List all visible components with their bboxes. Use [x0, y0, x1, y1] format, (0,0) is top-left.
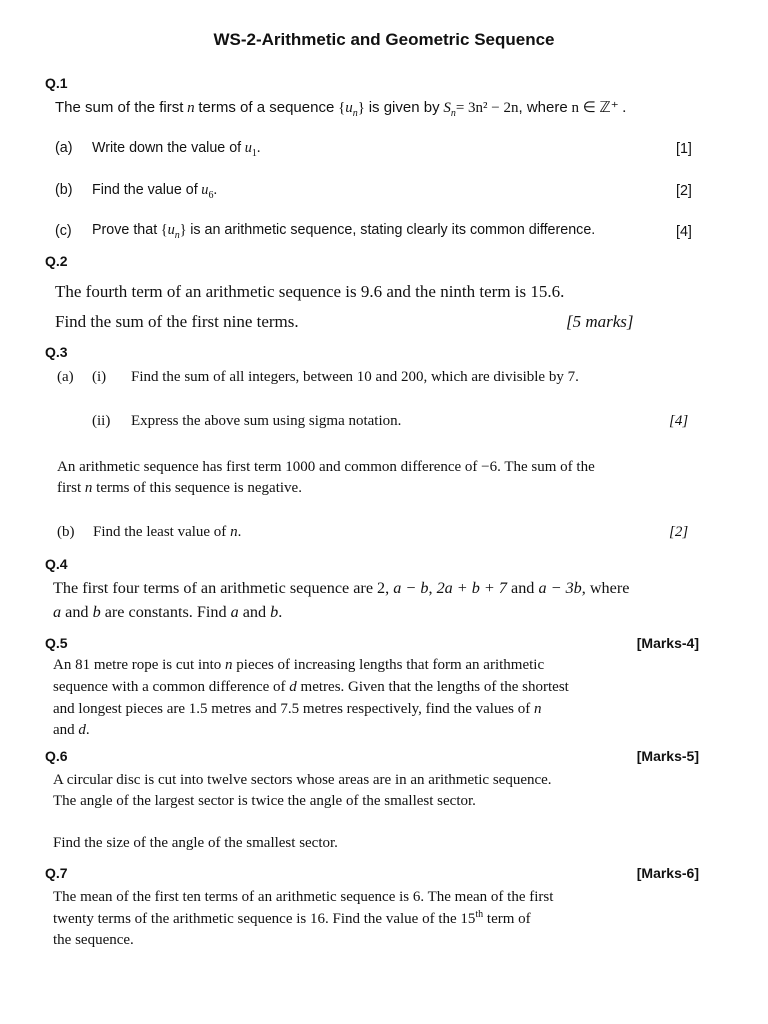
- q1-formula: $S_n= 3n^2 - 2n$: [443, 100, 519, 119]
- q1a-marks: [1]: [676, 141, 692, 157]
- q3-heading: Q.3: [45, 344, 68, 360]
- q3b-label: (b): [57, 524, 75, 540]
- q4-line1: The first four terms of an arithmetic sequence are 2, a − b, 2a + b + 7 and a − 3b, where: [53, 579, 630, 597]
- q7-marks: [Marks-6]: [636, 865, 699, 881]
- q1-heading: Q.1: [45, 75, 68, 91]
- q3ai-text: Find the sum of all integers, between 10 and 200, which are divisible by 7.: [131, 369, 579, 385]
- q6-marks: [Marks-5]: [636, 748, 699, 764]
- q6-heading: Q.6: [45, 748, 68, 764]
- q5-marks: [Marks-4]: [636, 635, 699, 651]
- q4-line2: a and b are constants. Find a and b.: [53, 603, 283, 621]
- q1-stem: The sum of the first n terms of a sequence $\{u_n\}$ is given by $S_n= 3n^2 - 2n$, where n ∈ ℤ⁺ .: [55, 99, 627, 119]
- q3a-label: (a): [57, 369, 74, 385]
- q3aii-marks: [4]: [669, 413, 689, 429]
- q5-line4: and d.: [53, 722, 90, 738]
- q7-line3: the sequence.: [53, 932, 134, 948]
- q1b-marks: [2]: [676, 183, 692, 199]
- q7-line1: The mean of the first ten terms of an arithmetic sequence is 6. The mean of the first: [53, 889, 554, 905]
- q5-line2: sequence with a common difference of d metres. Given that the lengths of the shortest: [53, 679, 569, 695]
- q6-line2: The angle of the largest sector is twice the angle of the smallest sector.: [53, 793, 476, 809]
- q1c-marks: [4]: [676, 224, 692, 240]
- q3aii-label: (ii): [92, 413, 111, 429]
- q3b-text: Find the least value of n.: [93, 524, 242, 540]
- q5-line1: An 81 metre rope is cut into n pieces of increasing lengths that form an arithmetic: [53, 657, 545, 673]
- q1a-label: (a): [55, 140, 73, 156]
- q1c-text: Prove that $\{u_n\}$ is an arithmetic sequence, stating clearly its common difference.: [92, 222, 596, 241]
- q1c-label: (c): [55, 223, 72, 239]
- q3ai-label: (i): [92, 369, 107, 385]
- q2-heading: Q.2: [45, 253, 68, 269]
- q1b-label: (b): [55, 182, 73, 198]
- q1b-text: Find the value of $u_6$.: [92, 182, 218, 201]
- q6-line3: Find the size of the angle of the smallest sector.: [53, 835, 338, 851]
- q4-heading: Q.4: [45, 556, 68, 572]
- q6-line1: A circular disc is cut into twelve sectors whose areas are in an arithmetic sequence.: [53, 772, 552, 788]
- worksheet-title: WS-2-Arithmetic and Geometric Sequence: [213, 30, 555, 49]
- q5-heading: Q.5: [45, 635, 68, 651]
- q7-line2: twenty terms of the arithmetic sequence is 16. Find the value of the 15th term of: [53, 909, 531, 927]
- q7-heading: Q.7: [45, 865, 68, 881]
- q1a-text: Write down the value of $u_1$.: [92, 140, 261, 159]
- q3-para-line2: first n terms of this sequence is negative.: [57, 480, 302, 496]
- q2-line1: The fourth term of an arithmetic sequence is 9.6 and the ninth term is 15.6.: [55, 282, 565, 301]
- q3-para-line1: An arithmetic sequence has first term 1000 and common difference of −6. The sum of the: [57, 459, 595, 475]
- q2-marks: [5 marks]: [566, 312, 634, 331]
- q3aii-text: Express the above sum using sigma notation.: [131, 413, 402, 429]
- q3b-marks: [2]: [669, 524, 689, 540]
- q2-line2: Find the sum of the first nine terms.: [55, 312, 299, 331]
- q5-line3: and longest pieces are 1.5 metres and 7.5 metres respectively, find the values of n: [53, 701, 542, 717]
